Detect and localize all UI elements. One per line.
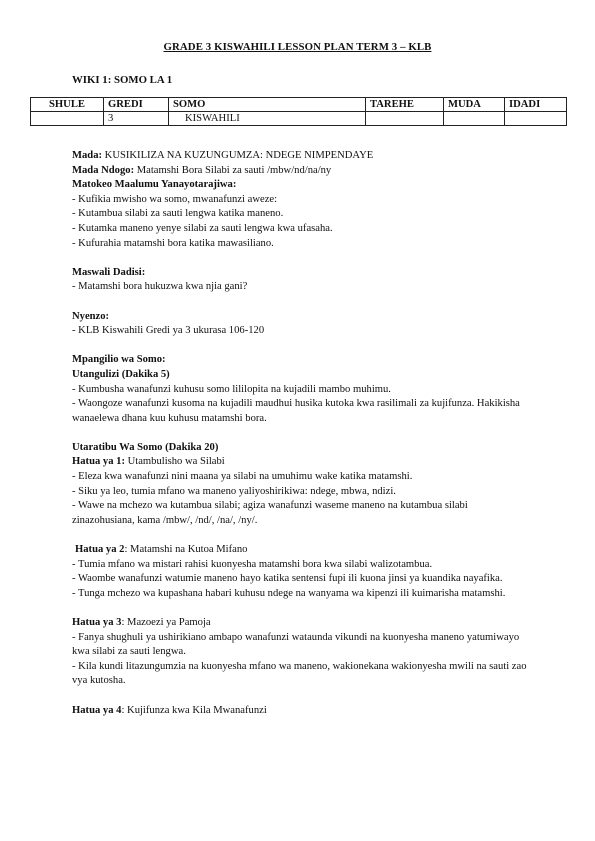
hatua1-title: Utambulisho wa Silabi	[124, 456, 225, 468]
list-item: - Matamshi bora hukuzwa kwa njia gani?	[72, 281, 248, 293]
lesson-body	[72, 149, 532, 718]
week-heading: WIKI 1: SOMO LA 1	[72, 74, 173, 86]
mada-label: Mada:	[72, 150, 103, 161]
header-somo: SOMO	[169, 98, 366, 112]
header-shule: SHULE	[31, 98, 104, 112]
hatua1-label: Hatua ya 1:	[72, 456, 125, 468]
list-item: - Tumia mfano wa mistari rahisi kuonyesha matamshi bora kwa silabi walizotambua.	[72, 558, 433, 570]
hatua3-label: Hatua ya 3	[72, 617, 122, 628]
hatua4-label: Hatua ya 4	[72, 704, 122, 716]
list-item: - Waongoze wanafunzi kusoma na kujadili maudhui husika kutoka kwa rasilimali za kujifunza. Hakikisha wanaelewa dhana kuu kuhusu matamshi bora.	[72, 398, 520, 424]
cell-muda	[444, 112, 505, 126]
document-title: GRADE 3 KISWAHILI LESSON PLAN TERM 3 – KLB	[163, 41, 432, 53]
table-header-row	[31, 98, 567, 112]
list-item: - KLB Kiswahili Gredi ya 3 ukurasa 106-120	[72, 325, 265, 337]
header-muda: MUDA	[444, 98, 505, 112]
maswali-heading: Maswali Dadisi:	[72, 266, 146, 278]
hatua3-line	[72, 616, 532, 631]
header-idadi: IDADI	[505, 98, 567, 112]
cell-idadi	[505, 112, 567, 126]
list-item: - Kufikia mwisho wa somo, mwanafunzi aweze:	[72, 193, 278, 205]
utaratibu-heading: Utaratibu Wa Somo (Dakika 20)	[72, 441, 219, 453]
list-item: - Eleza kwa wanafunzi nini maana ya silabi na umuhimu wake katika matamshi.	[72, 471, 413, 483]
hatua2-line	[72, 543, 532, 558]
hatua4-title: : Kujifunza kwa Kila Mwanafunzi	[121, 704, 267, 716]
list-item: - Fanya shughuli ya ushirikiano ambapo wanafunzi wataunda vikundi na kuonyesha maneno yatumiwayo kwa silabi za sauti lengwa.	[72, 631, 520, 658]
list-item: - Kufurahia matamshi bora katika mawasiliano.	[72, 237, 274, 249]
list-item: - Kutamka maneno yenye silabi za sauti lengwa kwa ufasaha.	[72, 222, 333, 234]
header-gredi: GREDI	[104, 98, 169, 112]
lesson-info-table	[30, 97, 567, 126]
mpangilio-heading: Mpangilio wa Somo:	[72, 354, 166, 366]
list-item: - Kutambua silabi za sauti lengwa katika maneno.	[72, 208, 284, 220]
header-tarehe: TAREHE	[366, 98, 444, 112]
table-row	[31, 112, 567, 126]
list-item: - Wawe na mchezo wa kutambua silabi; agiza wanafunzi waseme maneno na kutambua silabi zinazohusiana, kama /mbw/, /nd/, /na/, /ny/.	[72, 500, 468, 526]
hatua3-title: : Mazoezi ya Pamoja	[121, 617, 211, 628]
hatua2-title: : Matamshi na Kutoa Mifano	[124, 544, 248, 556]
hatua4-line	[72, 704, 532, 719]
mada-text: KUSIKILIZA NA KUZUNGUMZA: NDEGE NIMPENDAYE	[102, 150, 374, 161]
nyenzo-heading: Nyenzo:	[72, 310, 110, 322]
list-item: - Kila kundi litazungumzia na kuonyesha mfano wa maneno, wakionekana wakionyesha mwili na sauti zao vya kutosha.	[72, 660, 527, 687]
cell-gredi: 3	[104, 112, 169, 126]
hatua2-label: Hatua ya 2	[75, 544, 125, 556]
list-item: - Waombe wanafunzi watumie maneno hayo katika sentensi fupi ili kuona jinsi ya kuandika nayafika.	[72, 573, 503, 585]
mada-ndogo-text: Matamshi Bora Silabi za sauti /mbw/nd/na/ny	[134, 164, 332, 176]
list-item: - Kumbusha wanafunzi kuhusu somo lililopita na kujadili mambo muhimu.	[72, 383, 391, 395]
mada-line	[72, 149, 532, 164]
mada-ndogo-label: Mada Ndogo:	[72, 164, 135, 176]
hatua1-line	[72, 455, 532, 470]
list-item: - Siku ya leo, tumia mfano wa maneno yaliyoshirikiwa: ndege, mbwa, ndizi.	[72, 485, 396, 497]
mada-ndogo-line	[72, 164, 532, 179]
matokeo-heading: Matokeo Maalumu Yanayotarajiwa:	[72, 179, 237, 191]
utangulizi-heading: Utangulizi (Dakika 5)	[72, 368, 170, 380]
cell-shule	[31, 112, 104, 126]
cell-tarehe	[366, 112, 444, 126]
list-item: - Tunga mchezo wa kupashana habari kuhusu ndege na wanyama wa kipenzi ili kuimarisha matamshi.	[72, 587, 506, 599]
cell-somo: KISWAHILI	[169, 112, 366, 126]
